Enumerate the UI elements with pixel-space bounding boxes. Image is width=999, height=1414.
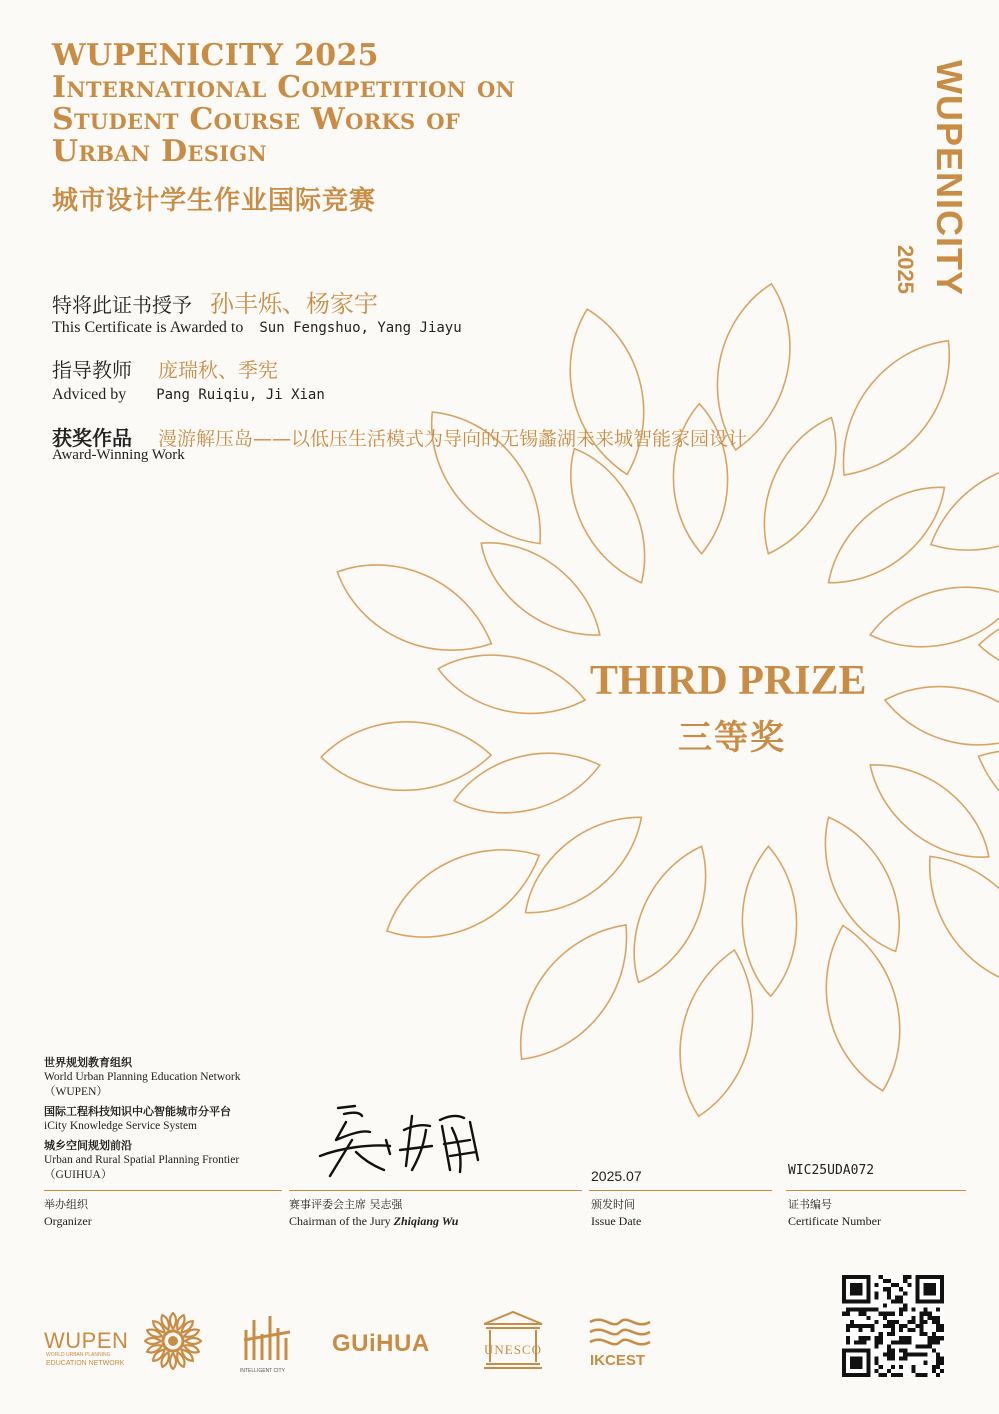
qr-finder-pattern	[850, 1357, 862, 1369]
qr-module	[858, 1336, 862, 1340]
qr-module	[875, 1295, 879, 1299]
organizer-abbr: （WUPEN）	[44, 1086, 108, 1098]
qr-module	[887, 1279, 891, 1283]
ikcest-logo	[586, 1310, 656, 1380]
qr-module	[920, 1328, 924, 1332]
qr-module	[895, 1283, 899, 1287]
qr-module	[920, 1373, 924, 1377]
qr-module	[871, 1324, 875, 1328]
chairman-label-en	[289, 1213, 458, 1229]
qr-module	[911, 1316, 915, 1320]
qr-module	[891, 1283, 895, 1287]
qr-module	[871, 1328, 875, 1332]
qr-module	[932, 1332, 936, 1336]
issue-date-underline	[589, 1190, 772, 1191]
qr-module	[891, 1324, 895, 1328]
sunflower-petal	[145, 1338, 161, 1344]
qr-module	[883, 1373, 887, 1377]
flower-inner-petal	[744, 406, 856, 565]
qr-module	[891, 1299, 895, 1303]
qr-module	[928, 1336, 932, 1340]
qr-module	[924, 1312, 928, 1316]
flower-outer-petal	[406, 390, 567, 565]
qr-module	[875, 1340, 879, 1344]
qr-module	[862, 1336, 866, 1340]
sunflower-petal	[170, 1313, 176, 1329]
qr-module	[928, 1312, 932, 1316]
qr-module	[899, 1312, 903, 1316]
awarded-label-cn: 特将此证书授予	[52, 293, 192, 317]
qr-module	[891, 1373, 895, 1377]
qr-module	[899, 1365, 903, 1369]
qr-code	[842, 1275, 944, 1377]
qr-module	[899, 1324, 903, 1328]
qr-module	[903, 1324, 907, 1328]
qr-module	[866, 1336, 870, 1340]
qr-module	[858, 1312, 862, 1316]
advisor-names-en: Pang Ruiqiu, Ji Xian	[156, 387, 325, 403]
qr-module	[899, 1340, 903, 1344]
qr-module	[887, 1357, 891, 1361]
qr-module	[862, 1324, 866, 1328]
flower-inner-petal	[741, 846, 797, 997]
qr-module	[920, 1353, 924, 1357]
qr-module	[887, 1295, 891, 1299]
qr-module	[915, 1344, 919, 1348]
qr-module	[866, 1316, 870, 1320]
qr-module	[924, 1320, 928, 1324]
qr-module	[911, 1320, 915, 1324]
qr-module	[891, 1328, 895, 1332]
organizer-name-cn: 城乡空间规划前沿	[44, 1139, 132, 1152]
flower-inner-petal	[448, 739, 607, 827]
qr-module	[895, 1373, 899, 1377]
qr-module	[899, 1328, 903, 1332]
qr-module	[846, 1336, 850, 1340]
qr-module	[899, 1287, 903, 1291]
qr-module	[911, 1308, 915, 1312]
flower-outer-petal	[904, 835, 999, 1010]
qr-module	[903, 1308, 907, 1312]
qr-module	[879, 1336, 883, 1340]
brand-year: 2025	[893, 245, 918, 294]
qr-module	[899, 1348, 903, 1352]
qr-module	[899, 1295, 903, 1299]
qr-module	[862, 1340, 866, 1344]
qr-module	[932, 1340, 936, 1344]
flower-outer-petal	[916, 438, 999, 575]
qr-module	[936, 1336, 940, 1340]
qr-module	[862, 1312, 866, 1316]
work-title-cn: 漫游解压岛——以低压生活模式为导向的无锡蠡湖未来城智能家园设计	[158, 428, 748, 450]
qr-module	[875, 1291, 879, 1295]
qr-module	[858, 1328, 862, 1332]
qr-module	[899, 1299, 903, 1303]
qr-module	[911, 1353, 915, 1357]
qr-module	[932, 1348, 936, 1352]
awarded-row-en	[52, 319, 462, 337]
qr-module	[920, 1312, 924, 1316]
prize-title-cn: 三等奖	[678, 718, 786, 758]
certificate-number-label	[788, 1197, 881, 1229]
qr-module	[887, 1348, 891, 1352]
qr-module	[907, 1340, 911, 1344]
qr-module	[907, 1283, 911, 1287]
qr-module	[920, 1332, 924, 1336]
qr-module	[924, 1353, 928, 1357]
chairman-signature	[300, 1100, 500, 1185]
qr-module	[936, 1316, 940, 1320]
qr-module	[924, 1332, 928, 1336]
qr-module	[895, 1299, 899, 1303]
certificate-number-value: WIC25UDA072	[788, 1163, 875, 1178]
qr-module	[903, 1348, 907, 1352]
wupen-logo-text: WUPEN	[44, 1328, 129, 1353]
advisor-row-en	[52, 386, 325, 404]
certificate-number-label-cn: 证书编号	[788, 1198, 832, 1211]
organizer-underline	[44, 1190, 282, 1191]
qr-module	[915, 1373, 919, 1377]
qr-module	[899, 1373, 903, 1377]
competition-title-cn: 城市设计学生作业国际竞赛	[52, 186, 377, 216]
vertical-brand-mark	[893, 60, 970, 320]
qr-module	[907, 1328, 911, 1332]
qr-module	[846, 1340, 850, 1344]
chairman-label-cn: 赛事评委会主席 吴志强	[289, 1198, 403, 1211]
qr-module	[895, 1320, 899, 1324]
issue-date-label-cn: 颁发时间	[591, 1198, 635, 1211]
unesco-logo	[480, 1310, 546, 1380]
wupen-logo	[44, 1310, 204, 1380]
qr-module	[936, 1308, 940, 1312]
title-line: Student Course Works of	[52, 102, 461, 137]
qr-module	[891, 1353, 895, 1357]
qr-module	[903, 1304, 907, 1308]
organizer-name-cn: 国际工程科技知识中心智能城市分平台	[44, 1105, 231, 1118]
qr-module	[846, 1324, 850, 1328]
qr-module	[915, 1324, 919, 1328]
qr-module	[866, 1308, 870, 1312]
qr-module	[871, 1308, 875, 1312]
organizer-name-en: iCity Knowledge Service System	[44, 1120, 197, 1132]
qr-module	[854, 1308, 858, 1312]
icity-logo	[240, 1310, 300, 1380]
temple-icon	[480, 1310, 546, 1370]
qr-module	[940, 1361, 944, 1365]
qr-module	[895, 1295, 899, 1299]
flower-outer-petal	[323, 541, 506, 675]
qr-module	[895, 1340, 899, 1344]
work-row-en	[52, 446, 185, 464]
certificate-number-underline	[786, 1190, 966, 1191]
flower-inner-petal	[811, 467, 961, 604]
qr-module	[887, 1369, 891, 1373]
qr-module	[936, 1320, 940, 1324]
organizer-abbr: （GUIHUA）	[44, 1169, 113, 1181]
issue-date-value: 2025.07	[591, 1168, 642, 1184]
advisor-row	[52, 354, 278, 383]
qr-module	[899, 1308, 903, 1312]
qr-module	[846, 1308, 850, 1312]
flower-inner-petal	[879, 673, 999, 757]
organizer-name-en: World Urban Planning Education Network	[44, 1071, 241, 1083]
qr-module	[883, 1304, 887, 1308]
qr-module	[936, 1324, 940, 1328]
qr-module	[891, 1340, 895, 1344]
advisor-label-en: Adviced by	[52, 386, 127, 403]
flower-inner-petal	[614, 835, 726, 994]
qr-module	[879, 1312, 883, 1316]
qr-module	[887, 1344, 891, 1348]
organizer-label-en: Organizer	[44, 1214, 92, 1228]
qr-module	[940, 1328, 944, 1332]
qr-module	[846, 1312, 850, 1316]
qr-finder-pattern	[850, 1283, 862, 1295]
qr-module	[907, 1353, 911, 1357]
wupen-logo-sub: WORLD URBAN PLANNING	[46, 1352, 111, 1358]
qr-module	[911, 1369, 915, 1373]
qr-module	[875, 1344, 879, 1348]
qr-module	[875, 1283, 879, 1287]
qr-module	[858, 1340, 862, 1344]
guihua-logo-text: GUiHUA	[332, 1330, 430, 1357]
organizer-name-cn: 世界规划教育组织	[44, 1056, 132, 1069]
qr-module	[907, 1320, 911, 1324]
qr-module	[928, 1344, 932, 1348]
qr-module	[932, 1369, 936, 1373]
flower-outer-petal	[810, 917, 916, 1098]
qr-module	[924, 1361, 928, 1365]
advisor-label-cn: 指导教师	[52, 358, 132, 382]
chairman-label	[289, 1197, 458, 1229]
qr-module	[903, 1336, 907, 1340]
flower-outer-petal	[495, 904, 653, 1080]
qr-module	[891, 1320, 895, 1324]
qr-module	[862, 1308, 866, 1312]
qr-module	[936, 1365, 940, 1369]
guihua-logo	[332, 1310, 452, 1380]
qr-module	[903, 1275, 907, 1279]
qr-module	[883, 1312, 887, 1316]
chairman-name: Zhiqiang Wu	[393, 1214, 459, 1228]
flower-outer-petal	[372, 825, 555, 962]
qr-module	[875, 1357, 879, 1361]
qr-module	[911, 1365, 915, 1369]
qr-module	[891, 1348, 895, 1352]
qr-module	[887, 1320, 891, 1324]
qr-module	[932, 1320, 936, 1324]
ikcest-logo-text: IKCEST	[590, 1352, 646, 1369]
qr-module	[936, 1340, 940, 1344]
qr-module	[883, 1353, 887, 1357]
qr-module	[887, 1332, 891, 1336]
city-towers-icon	[240, 1310, 296, 1366]
qr-module	[924, 1373, 928, 1377]
qr-module	[866, 1324, 870, 1328]
qr-module	[842, 1312, 846, 1316]
icity-logo-sub: INTELLIGENT CITY	[240, 1368, 285, 1374]
qr-module	[903, 1357, 907, 1361]
qr-module	[854, 1324, 858, 1328]
qr-module	[920, 1316, 924, 1320]
chairman-underline	[289, 1190, 582, 1191]
qr-module	[928, 1316, 932, 1320]
qr-module	[932, 1316, 936, 1320]
work-label-cn: 获奖作品	[52, 426, 132, 450]
qr-module	[891, 1365, 895, 1369]
issue-date-label	[591, 1197, 641, 1229]
qr-module	[850, 1308, 854, 1312]
issue-date-label-en: Issue Date	[591, 1214, 642, 1228]
flower-inner-petal	[508, 796, 658, 933]
qr-module	[887, 1324, 891, 1328]
awarded-row	[52, 284, 378, 319]
title-line: WUPENICITY 2025	[52, 38, 379, 73]
qr-module	[903, 1340, 907, 1344]
prize-title-en: THIRD PRIZE	[590, 658, 867, 704]
qr-module	[887, 1291, 891, 1295]
wupen-logo-sub: EDUCATION NETWORK	[46, 1360, 125, 1367]
sunflower-petal	[185, 1338, 201, 1344]
awardee-names-cn: 孙丰烁、杨家宇	[210, 290, 378, 318]
qr-module	[887, 1353, 891, 1357]
qr-module	[936, 1357, 940, 1361]
qr-module	[883, 1324, 887, 1328]
qr-module	[903, 1291, 907, 1295]
qr-module	[932, 1365, 936, 1369]
flower-outer-petal	[321, 721, 492, 792]
flower-inner-petal	[433, 642, 591, 726]
sunflower-icon	[144, 1312, 202, 1370]
qr-module	[875, 1369, 879, 1373]
qr-module	[911, 1328, 915, 1332]
qr-module	[875, 1320, 879, 1324]
qr-module	[891, 1332, 895, 1336]
organizer-list	[44, 1055, 240, 1183]
brand-name: WUPENICITY	[929, 60, 970, 297]
qr-module	[879, 1332, 883, 1336]
qr-module	[915, 1353, 919, 1357]
qr-module	[907, 1275, 911, 1279]
qr-module	[887, 1287, 891, 1291]
qr-module	[928, 1340, 932, 1344]
qr-module	[940, 1357, 944, 1361]
qr-module	[883, 1316, 887, 1320]
qr-module	[891, 1312, 895, 1316]
mesh-icon	[588, 1314, 652, 1350]
organizer-name-en: Urban and Rural Spatial Planning Frontier	[44, 1154, 240, 1166]
qr-module	[936, 1353, 940, 1357]
qr-module	[875, 1361, 879, 1365]
qr-module	[858, 1308, 862, 1312]
organizer-label-cn: 举办组织	[44, 1198, 88, 1211]
unesco-logo-text: UNESCO	[483, 1342, 543, 1357]
qr-module	[875, 1308, 879, 1312]
certificate-number-label-en: Certificate Number	[788, 1214, 881, 1228]
qr-module	[850, 1320, 854, 1324]
qr-module	[850, 1324, 854, 1328]
flower-outer-petal	[817, 320, 975, 496]
qr-module	[846, 1328, 850, 1332]
qr-module	[920, 1320, 924, 1324]
qr-module	[854, 1340, 858, 1344]
awarded-label-en: This Certificate is Awarded to	[52, 319, 244, 336]
title-line: International Competition on	[52, 70, 516, 105]
awardee-names-en: Sun Fengshuo, Yang Jiayu	[259, 320, 462, 336]
flower-outer-petal	[978, 609, 999, 680]
qr-module	[891, 1357, 895, 1361]
title-line: Urban Design	[52, 134, 268, 169]
sunflower-petal	[170, 1353, 176, 1369]
qr-module	[936, 1373, 940, 1377]
qr-module	[887, 1312, 891, 1316]
qr-module	[875, 1336, 879, 1340]
qr-module	[883, 1279, 887, 1283]
qr-module	[858, 1324, 862, 1328]
flower-outer-petal	[554, 301, 660, 482]
qr-module	[940, 1369, 944, 1373]
qr-module	[907, 1336, 911, 1340]
qr-module	[932, 1336, 936, 1340]
qr-module	[940, 1336, 944, 1340]
flower-inner-petal	[864, 573, 999, 661]
competition-title-en	[52, 40, 515, 168]
advisor-names-cn: 庞瑞秋、季宪	[158, 358, 278, 382]
chairman-title: Chairman of the Jury	[289, 1214, 394, 1228]
qr-module	[879, 1275, 883, 1279]
work-label-en: Award-Winning Work	[52, 447, 185, 463]
qr-module	[903, 1353, 907, 1357]
qr-module	[903, 1279, 907, 1283]
qr-module	[924, 1344, 928, 1348]
qr-module	[879, 1373, 883, 1377]
qr-module	[924, 1308, 928, 1312]
qr-module	[936, 1361, 940, 1365]
qr-module	[940, 1324, 944, 1328]
flower-inner-petal	[854, 744, 999, 879]
qr-module	[920, 1324, 924, 1328]
qr-module	[879, 1340, 883, 1344]
qr-finder-pattern	[924, 1283, 936, 1295]
organizer-label	[44, 1197, 92, 1229]
qr-module	[936, 1328, 940, 1332]
qr-module	[920, 1344, 924, 1348]
qr-module	[899, 1357, 903, 1361]
qr-module	[879, 1365, 883, 1369]
qr-module	[883, 1287, 887, 1291]
qr-module	[899, 1336, 903, 1340]
